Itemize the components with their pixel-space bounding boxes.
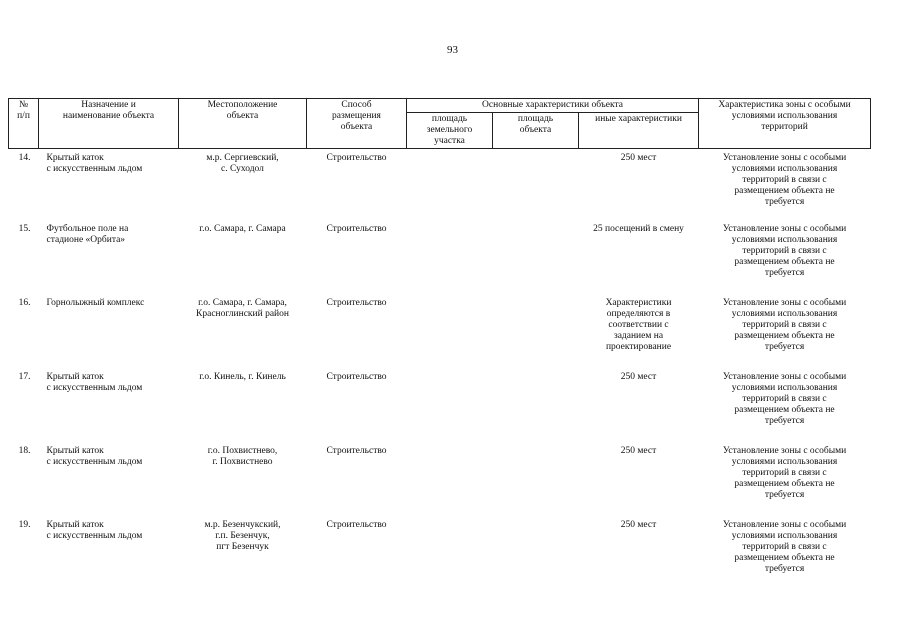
row-zone: Установление зоны с особыми условиями использования территорий в связи с размещением объекта не требуется	[722, 153, 847, 207]
page-number: 93	[447, 44, 458, 56]
row-location: г.о. Самара, г. Самара, Красноглинский район	[196, 297, 289, 319]
header-other-characteristics: иные характеристики	[579, 113, 699, 149]
row-other-characteristics: 25 посещений в смену	[593, 223, 684, 234]
row-other-characteristics: 250 мест	[620, 371, 657, 382]
row-method: Строительство	[326, 519, 387, 530]
row-other-characteristics: Характеристики определяются в соответствии с заданием на проектирование	[605, 297, 672, 352]
row-object-area	[493, 149, 579, 223]
row-method: Строительство	[326, 153, 387, 163]
row-object-area	[493, 519, 579, 593]
row-num: 19.	[18, 519, 31, 530]
table-row	[9, 297, 871, 371]
header-location: Местоположение объекта	[179, 99, 307, 149]
row-other-characteristics: 250 мест	[620, 519, 657, 530]
row-other-characteristics: 250 мест	[620, 445, 657, 456]
row-location: м.р. Безенчукский, г.п. Безенчук, пгт Безенчук	[204, 519, 281, 552]
row-land-area	[407, 371, 493, 445]
table-row	[9, 445, 871, 519]
table-row	[9, 223, 871, 297]
row-method: Строительство	[326, 445, 387, 456]
row-zone: Установление зоны с особыми условиями использования территорий в связи с размещением объекта не требуется	[722, 371, 847, 426]
row-location: г.о. Самара, г. Самара	[199, 223, 286, 234]
row-land-area	[407, 149, 493, 223]
row-land-area	[407, 519, 493, 593]
header-land-area: площадь земельного участка	[407, 113, 493, 149]
header-zone: Характеристика зоны с особыми условиями использования территорий	[699, 99, 871, 149]
row-land-area	[407, 297, 493, 371]
row-object-area	[493, 223, 579, 297]
row-object-area	[493, 371, 579, 445]
table-row	[9, 149, 871, 223]
row-location: г.о. Похвистнево, г. Похвистнево	[207, 445, 278, 467]
row-name: Горнолыжный комплекс	[46, 297, 145, 308]
row-location: м.р. Сергиевский, с. Суходол	[206, 153, 279, 174]
row-num: 18.	[18, 445, 31, 456]
row-name: Крытый каток с искусственным льдом	[46, 371, 143, 393]
row-num: 16.	[18, 297, 31, 308]
row-land-area	[407, 223, 493, 297]
row-land-area	[407, 445, 493, 519]
header-main-characteristics: Основные характеристики объекта	[407, 99, 699, 113]
header-method: Способ размещения объекта	[307, 99, 407, 149]
header-num: № п/п	[9, 99, 39, 149]
row-location: г.о. Кинель, г. Кинель	[199, 371, 286, 382]
row-zone: Установление зоны с особыми условиями использования территорий в связи с размещением объекта не требуется	[722, 519, 847, 574]
row-object-area	[493, 445, 579, 519]
header-object-area: площадь объекта	[493, 113, 579, 149]
row-object-area	[493, 297, 579, 371]
table-header	[9, 99, 871, 149]
row-name: Футбольное поле на стадионе «Орбита»	[46, 223, 129, 245]
row-num: 15.	[18, 223, 31, 234]
row-zone: Установление зоны с особыми условиями использования территорий в связи с размещением объекта не требуется	[722, 223, 847, 278]
row-num: 14.	[18, 153, 31, 163]
row-zone: Установление зоны с особыми условиями использования территорий в связи с размещением объекта не требуется	[722, 297, 847, 352]
row-method: Строительство	[326, 223, 387, 234]
row-zone: Установление зоны с особыми условиями использования территорий в связи с размещением объекта не требуется	[722, 445, 847, 500]
row-method: Строительство	[326, 371, 387, 382]
row-num: 17.	[18, 371, 31, 382]
row-name: Крытый каток с искусственным льдом	[46, 445, 143, 467]
table-row	[9, 519, 871, 593]
row-other-characteristics: 250 мест	[620, 153, 657, 163]
row-name: Крытый каток с искусственным льдом	[46, 519, 143, 541]
objects-table	[8, 98, 871, 593]
table-row	[9, 371, 871, 445]
header-name: Назначение и наименование объекта	[39, 99, 179, 149]
row-name: Крытый каток с искусственным льдом	[46, 153, 143, 174]
table-body	[9, 149, 871, 593]
row-method: Строительство	[326, 297, 387, 308]
